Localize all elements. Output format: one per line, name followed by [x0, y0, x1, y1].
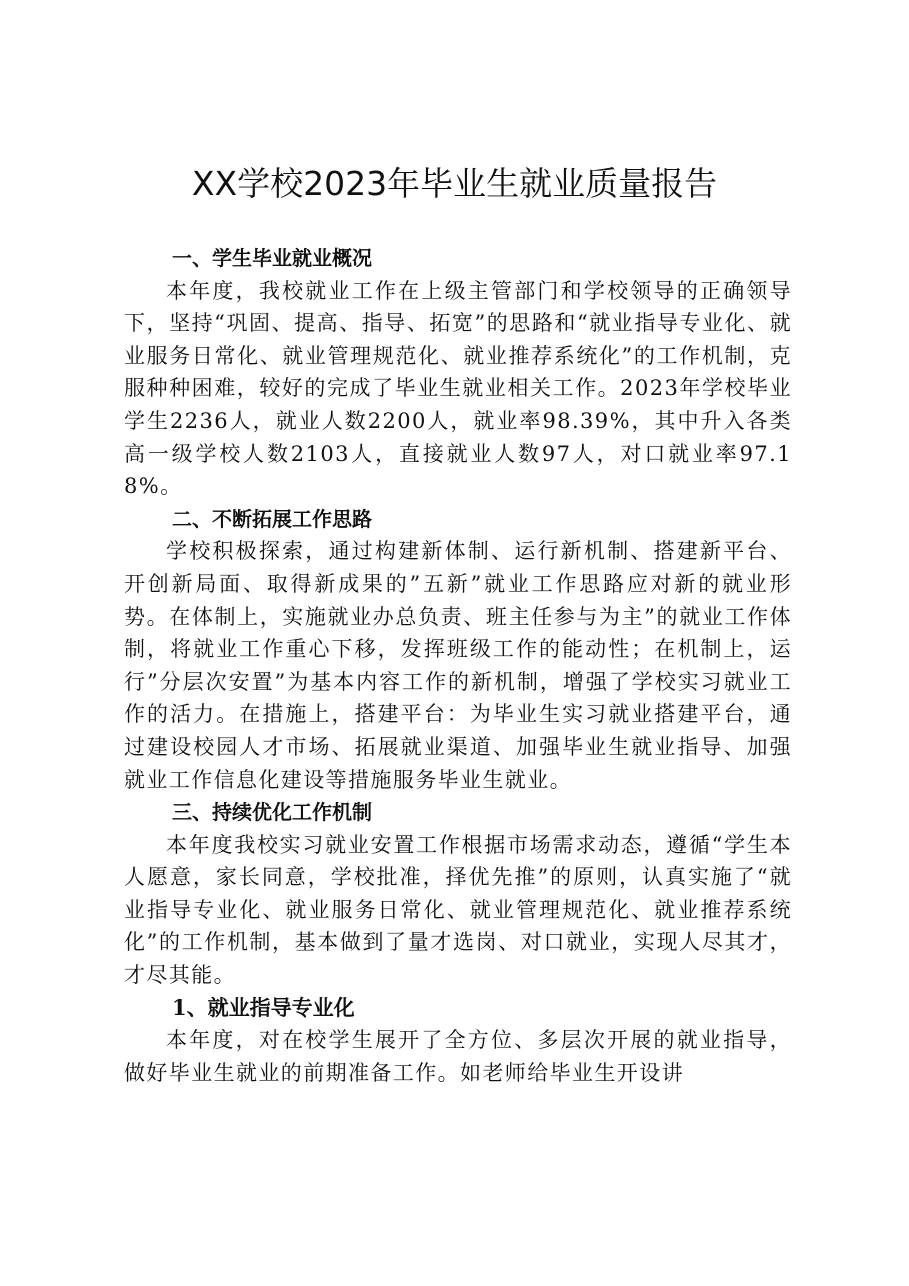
- section-heading-mechanism: 三、持续优化工作机制: [172, 800, 372, 825]
- section-paragraph-ideas: 学校积极探索，通过构建新体制、运行新机制、搭建新平台、开创新局面、取得新成果的”五新”就业工作思路应对新的就业形势。在体制上，实施就业办总负责、班主任参与为主”的就业工作体制，将就业工作重心下移，发挥班级工作的能动性；在机制上，运行”分层次安置”为基本内容工作的新机制，增强了学校实习就业工作的活力。在措施上，搭建平台：为毕业生实习就业搭建平台，通过建设校园人才市场、拓展就业渠道、加强毕业生就业指导、加强就业工作信息化建设等措施服务毕业生就业。: [124, 539, 792, 792]
- subsection-heading-guidance: 1、就业指导专业化: [172, 994, 355, 1020]
- section-heading-ideas: 二、不断拓展工作思路: [172, 506, 372, 531]
- document-title: XX学校2023年毕业生就业质量报告: [191, 164, 718, 203]
- subsection-paragraph-guidance: 本年度，对在校学生展开了全方位、多层次开展的就业指导，做好毕业生就业的前期准备工作。如老师给毕业生开设讲: [124, 1028, 792, 1085]
- section-paragraph-overview: 本年度，我校就业工作在上级主管部门和学校领导的正确领导下，坚持“巩固、提高、指导、拓宽”的思路和“就业指导专业化、就业服务日常化、就业管理规范化、就业推荐系统化”的工作机制，克服种种困难，较好的完成了毕业生就业相关工作。2023年学校毕业学生2236人，就业人数2200人，就业率98.39%，其中升入各类高一级学校人数2103人，直接就业人数97人，对口就业率97.18%。: [124, 278, 792, 499]
- section-paragraph-mechanism: 本年度我校实习就业安置工作根据市场需求动态，遵循“学生本人愿意，家长同意，学校批准，择优先推”的原则，认真实施了“就业指导专业化、就业服务日常化、就业管理规范化、就业推荐系统化”的工作机制，基本做到了量才选岗、对口就业，实现人尽其才，才尽其能。: [124, 832, 792, 988]
- document-body: [124, 242, 792, 1089]
- section-heading-overview: 一、学生毕业就业概况: [172, 246, 372, 270]
